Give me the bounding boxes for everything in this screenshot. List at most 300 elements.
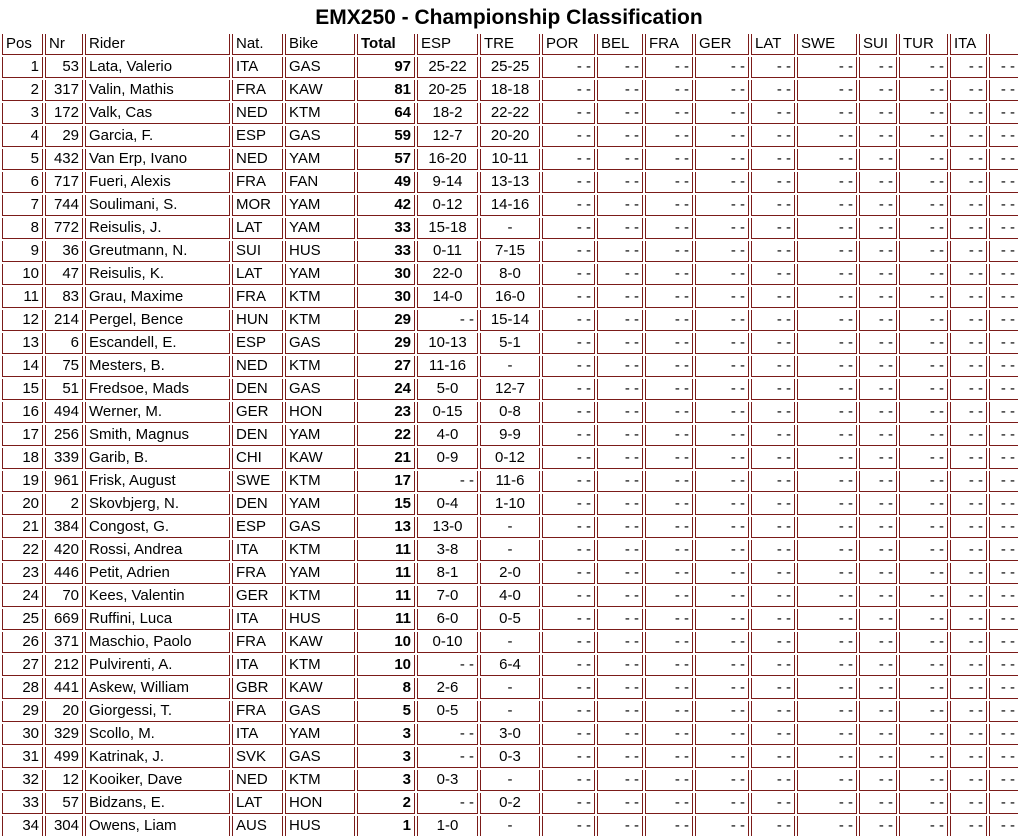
cell-bel: - - (597, 678, 643, 699)
cell-por: - - (542, 494, 595, 515)
cell-fra: - - (645, 701, 693, 722)
cell-por: - - (542, 701, 595, 722)
cell-fra: - - (645, 655, 693, 676)
cell-sui: - - (859, 517, 897, 538)
table-row (2, 241, 1018, 262)
table-row (2, 471, 1018, 492)
cell-total: 49 (357, 172, 415, 193)
cell-fra: - - (645, 816, 693, 836)
cell-rider: Petit, Adrien (85, 563, 230, 584)
cell-sui: - - (859, 218, 897, 239)
cell-tur: - - (899, 80, 948, 101)
cell-ita: - - (950, 586, 987, 607)
cell-total: 57 (357, 149, 415, 170)
cell-tur: - - (899, 586, 948, 607)
cell-pos: 11 (2, 287, 43, 308)
table-row (2, 609, 1018, 630)
cell-fra: - - (645, 379, 693, 400)
cell-ger: - - (695, 356, 749, 377)
cell-rider: Fredsoe, Mads (85, 379, 230, 400)
cell-ita: - - (950, 172, 987, 193)
cell-por: - - (542, 195, 595, 216)
col-header-bike: Bike (285, 34, 355, 55)
cell-total: 30 (357, 287, 415, 308)
cell-por: - - (542, 586, 595, 607)
header-row (2, 34, 1018, 55)
cell-extra: - - (989, 425, 1018, 446)
cell-ger: - - (695, 678, 749, 699)
cell-sui: - - (859, 724, 897, 745)
cell-rider: Frisk, August (85, 471, 230, 492)
cell-rider: Grau, Maxime (85, 287, 230, 308)
cell-tre: 0-8 (480, 402, 540, 423)
cell-swe: - - (797, 172, 857, 193)
cell-fra: - - (645, 126, 693, 147)
cell-bike: YAM (285, 425, 355, 446)
cell-bel: - - (597, 448, 643, 469)
cell-total: 33 (357, 218, 415, 239)
cell-total: 17 (357, 471, 415, 492)
cell-lat: - - (751, 448, 795, 469)
cell-pos: 19 (2, 471, 43, 492)
cell-rider: Werner, M. (85, 402, 230, 423)
cell-total: 22 (357, 425, 415, 446)
cell-nr: 256 (45, 425, 83, 446)
cell-swe: - - (797, 655, 857, 676)
cell-fra: - - (645, 586, 693, 607)
cell-sui: - - (859, 471, 897, 492)
cell-nat: DEN (232, 425, 283, 446)
cell-tur: - - (899, 448, 948, 469)
cell-lat: - - (751, 80, 795, 101)
cell-lat: - - (751, 586, 795, 607)
cell-bel: - - (597, 264, 643, 285)
cell-tre: 7-15 (480, 241, 540, 262)
cell-sui: - - (859, 494, 897, 515)
cell-nr: 83 (45, 287, 83, 308)
cell-lat: - - (751, 471, 795, 492)
cell-fra: - - (645, 632, 693, 653)
cell-swe: - - (797, 793, 857, 814)
cell-fra: - - (645, 356, 693, 377)
cell-extra: - - (989, 103, 1018, 124)
cell-lat: - - (751, 287, 795, 308)
cell-nat: CHI (232, 448, 283, 469)
cell-ita: - - (950, 149, 987, 170)
col-header-sui: SUI (859, 34, 897, 55)
cell-nr: 51 (45, 379, 83, 400)
cell-bike: HUS (285, 609, 355, 630)
cell-esp: 12-7 (417, 126, 478, 147)
cell-pos: 6 (2, 172, 43, 193)
cell-tre: 15-14 (480, 310, 540, 331)
cell-esp: 0-4 (417, 494, 478, 515)
cell-ita: - - (950, 379, 987, 400)
cell-por: - - (542, 471, 595, 492)
cell-ger: - - (695, 218, 749, 239)
cell-pos: 12 (2, 310, 43, 331)
cell-total: 33 (357, 241, 415, 262)
cell-sui: - - (859, 287, 897, 308)
cell-bike: YAM (285, 563, 355, 584)
cell-bel: - - (597, 80, 643, 101)
table-row (2, 356, 1018, 377)
cell-ita: - - (950, 793, 987, 814)
cell-swe: - - (797, 471, 857, 492)
cell-ger: - - (695, 517, 749, 538)
cell-sui: - - (859, 379, 897, 400)
cell-ger: - - (695, 333, 749, 354)
cell-tre: 25-25 (480, 57, 540, 78)
cell-tre: 4-0 (480, 586, 540, 607)
cell-ger: - - (695, 195, 749, 216)
cell-nr: 961 (45, 471, 83, 492)
cell-tre: 11-6 (480, 471, 540, 492)
cell-total: 42 (357, 195, 415, 216)
cell-sui: - - (859, 264, 897, 285)
cell-fra: - - (645, 747, 693, 768)
cell-tre: 0-3 (480, 747, 540, 768)
cell-pos: 33 (2, 793, 43, 814)
cell-lat: - - (751, 57, 795, 78)
col-header-rider: Rider (85, 34, 230, 55)
cell-ita: - - (950, 103, 987, 124)
cell-ita: - - (950, 287, 987, 308)
cell-sui: - - (859, 103, 897, 124)
cell-extra: - - (989, 563, 1018, 584)
cell-tur: - - (899, 471, 948, 492)
cell-bike: GAS (285, 57, 355, 78)
cell-rider: Garcia, F. (85, 126, 230, 147)
cell-tur: - - (899, 126, 948, 147)
cell-tur: - - (899, 701, 948, 722)
cell-tur: - - (899, 540, 948, 561)
cell-esp: 1-0 (417, 816, 478, 836)
cell-nr: 494 (45, 402, 83, 423)
cell-bike: GAS (285, 379, 355, 400)
cell-bel: - - (597, 816, 643, 836)
cell-tur: - - (899, 356, 948, 377)
cell-sui: - - (859, 540, 897, 561)
cell-ger: - - (695, 632, 749, 653)
cell-nat: SWE (232, 471, 283, 492)
cell-nr: 304 (45, 816, 83, 836)
cell-por: - - (542, 218, 595, 239)
cell-ger: - - (695, 241, 749, 262)
cell-por: - - (542, 609, 595, 630)
cell-swe: - - (797, 264, 857, 285)
cell-tur: - - (899, 333, 948, 354)
cell-fra: - - (645, 195, 693, 216)
cell-pos: 25 (2, 609, 43, 630)
cell-por: - - (542, 379, 595, 400)
cell-sui: - - (859, 241, 897, 262)
cell-extra: - - (989, 540, 1018, 561)
cell-pos: 21 (2, 517, 43, 538)
cell-lat: - - (751, 678, 795, 699)
cell-bel: - - (597, 241, 643, 262)
cell-total: 29 (357, 310, 415, 331)
cell-ita: - - (950, 310, 987, 331)
cell-ger: - - (695, 563, 749, 584)
cell-bel: - - (597, 517, 643, 538)
cell-nat: NED (232, 149, 283, 170)
cell-nat: FRA (232, 172, 283, 193)
cell-rider: Escandell, E. (85, 333, 230, 354)
cell-rider: Congost, G. (85, 517, 230, 538)
cell-pos: 4 (2, 126, 43, 147)
cell-sui: - - (859, 793, 897, 814)
cell-fra: - - (645, 287, 693, 308)
cell-ita: - - (950, 724, 987, 745)
cell-tur: - - (899, 655, 948, 676)
cell-rider: Scollo, M. (85, 724, 230, 745)
cell-lat: - - (751, 747, 795, 768)
cell-esp: 15-18 (417, 218, 478, 239)
cell-nr: 12 (45, 770, 83, 791)
cell-lat: - - (751, 609, 795, 630)
cell-nr: 420 (45, 540, 83, 561)
cell-esp: 0-15 (417, 402, 478, 423)
cell-ger: - - (695, 471, 749, 492)
cell-extra: - - (989, 264, 1018, 285)
cell-lat: - - (751, 218, 795, 239)
cell-nat: ITA (232, 724, 283, 745)
page-title: EMX250 - Championship Classification (315, 6, 703, 29)
cell-total: 11 (357, 586, 415, 607)
cell-tur: - - (899, 517, 948, 538)
cell-esp: 0-9 (417, 448, 478, 469)
cell-total: 23 (357, 402, 415, 423)
cell-total: 3 (357, 770, 415, 791)
cell-lat: - - (751, 724, 795, 745)
table-row (2, 310, 1018, 331)
cell-esp: 16-20 (417, 149, 478, 170)
cell-tre: - (480, 356, 540, 377)
cell-bel: - - (597, 172, 643, 193)
cell-bike: KTM (285, 471, 355, 492)
cell-tre: 16-0 (480, 287, 540, 308)
cell-total: 15 (357, 494, 415, 515)
cell-nat: FRA (232, 632, 283, 653)
cell-fra: - - (645, 241, 693, 262)
cell-por: - - (542, 126, 595, 147)
cell-esp: 0-5 (417, 701, 478, 722)
cell-swe: - - (797, 379, 857, 400)
cell-total: 3 (357, 724, 415, 745)
cell-bike: KTM (285, 310, 355, 331)
cell-fra: - - (645, 103, 693, 124)
cell-total: 13 (357, 517, 415, 538)
cell-tre: 9-9 (480, 425, 540, 446)
table-row (2, 494, 1018, 515)
cell-por: - - (542, 425, 595, 446)
table-row (2, 655, 1018, 676)
cell-ger: - - (695, 425, 749, 446)
cell-lat: - - (751, 241, 795, 262)
cell-bike: KAW (285, 678, 355, 699)
cell-total: 2 (357, 793, 415, 814)
cell-rider: Smith, Magnus (85, 425, 230, 446)
cell-nat: GER (232, 402, 283, 423)
cell-fra: - - (645, 448, 693, 469)
cell-nr: 70 (45, 586, 83, 607)
table-row (2, 80, 1018, 101)
cell-pos: 16 (2, 402, 43, 423)
cell-swe: - - (797, 517, 857, 538)
cell-tre: 22-22 (480, 103, 540, 124)
cell-swe: - - (797, 195, 857, 216)
cell-ger: - - (695, 126, 749, 147)
cell-nr: 499 (45, 747, 83, 768)
cell-nat: NED (232, 356, 283, 377)
cell-por: - - (542, 57, 595, 78)
cell-pos: 34 (2, 816, 43, 836)
cell-nr: 329 (45, 724, 83, 745)
col-header-nr: Nr (45, 34, 83, 55)
cell-por: - - (542, 172, 595, 193)
cell-fra: - - (645, 425, 693, 446)
cell-nr: 772 (45, 218, 83, 239)
cell-sui: - - (859, 402, 897, 423)
cell-esp: 3-8 (417, 540, 478, 561)
cell-total: 11 (357, 609, 415, 630)
cell-nat: MOR (232, 195, 283, 216)
cell-sui: - - (859, 678, 897, 699)
cell-ger: - - (695, 586, 749, 607)
table-row (2, 632, 1018, 653)
cell-por: - - (542, 770, 595, 791)
cell-sui: - - (859, 80, 897, 101)
cell-nat: FRA (232, 701, 283, 722)
cell-ita: - - (950, 264, 987, 285)
cell-pos: 30 (2, 724, 43, 745)
cell-pos: 14 (2, 356, 43, 377)
cell-ger: - - (695, 770, 749, 791)
cell-esp: 5-0 (417, 379, 478, 400)
table-row (2, 678, 1018, 699)
cell-swe: - - (797, 632, 857, 653)
cell-ger: - - (695, 747, 749, 768)
cell-bel: - - (597, 126, 643, 147)
cell-rider: Valin, Mathis (85, 80, 230, 101)
cell-swe: - - (797, 494, 857, 515)
cell-bike: KTM (285, 655, 355, 676)
cell-ita: - - (950, 816, 987, 836)
cell-esp: 18-2 (417, 103, 478, 124)
cell-lat: - - (751, 425, 795, 446)
table-row (2, 57, 1018, 78)
cell-ger: - - (695, 816, 749, 836)
cell-por: - - (542, 402, 595, 423)
cell-nr: 214 (45, 310, 83, 331)
cell-esp: - - (417, 310, 478, 331)
table-row (2, 425, 1018, 446)
table-row (2, 816, 1018, 836)
cell-rider: Skovbjerg, N. (85, 494, 230, 515)
cell-nr: 29 (45, 126, 83, 147)
cell-ger: - - (695, 448, 749, 469)
cell-bel: - - (597, 333, 643, 354)
cell-ita: - - (950, 57, 987, 78)
cell-extra: - - (989, 172, 1018, 193)
cell-ita: - - (950, 563, 987, 584)
cell-esp: - - (417, 747, 478, 768)
cell-nr: 317 (45, 80, 83, 101)
cell-total: 8 (357, 678, 415, 699)
cell-lat: - - (751, 770, 795, 791)
cell-extra: - - (989, 471, 1018, 492)
cell-nr: 2 (45, 494, 83, 515)
table-row (2, 333, 1018, 354)
cell-bike: KTM (285, 770, 355, 791)
cell-swe: - - (797, 241, 857, 262)
cell-total: 24 (357, 379, 415, 400)
cell-pos: 10 (2, 264, 43, 285)
cell-pos: 15 (2, 379, 43, 400)
cell-por: - - (542, 540, 595, 561)
cell-tur: - - (899, 632, 948, 653)
col-header-tur: TUR (899, 34, 948, 55)
cell-bel: - - (597, 195, 643, 216)
cell-extra: - - (989, 356, 1018, 377)
table-row (2, 195, 1018, 216)
cell-tre: - (480, 770, 540, 791)
cell-lat: - - (751, 103, 795, 124)
cell-sui: - - (859, 448, 897, 469)
cell-ita: - - (950, 241, 987, 262)
cell-nat: GER (232, 586, 283, 607)
cell-ita: - - (950, 494, 987, 515)
cell-bike: HUS (285, 241, 355, 262)
cell-rider: Maschio, Paolo (85, 632, 230, 653)
cell-bike: KTM (285, 540, 355, 561)
cell-sui: - - (859, 609, 897, 630)
cell-bike: KTM (285, 586, 355, 607)
cell-ita: - - (950, 471, 987, 492)
cell-lat: - - (751, 356, 795, 377)
cell-tre: 10-11 (480, 149, 540, 170)
cell-pos: 17 (2, 425, 43, 446)
cell-lat: - - (751, 402, 795, 423)
cell-bel: - - (597, 425, 643, 446)
cell-ita: - - (950, 770, 987, 791)
cell-extra: - - (989, 609, 1018, 630)
cell-esp: 25-22 (417, 57, 478, 78)
col-header-lat: LAT (751, 34, 795, 55)
cell-esp: - - (417, 724, 478, 745)
cell-ita: - - (950, 632, 987, 653)
cell-esp: - - (417, 471, 478, 492)
cell-bel: - - (597, 149, 643, 170)
cell-rider: Askew, William (85, 678, 230, 699)
cell-extra: - - (989, 517, 1018, 538)
cell-pos: 24 (2, 586, 43, 607)
cell-nr: 212 (45, 655, 83, 676)
cell-fra: - - (645, 402, 693, 423)
table-row (2, 448, 1018, 469)
cell-bel: - - (597, 379, 643, 400)
cell-bike: KTM (285, 287, 355, 308)
cell-rider: Giorgessi, T. (85, 701, 230, 722)
cell-swe: - - (797, 333, 857, 354)
cell-ger: - - (695, 793, 749, 814)
table-row (2, 264, 1018, 285)
cell-lat: - - (751, 379, 795, 400)
cell-nat: ITA (232, 609, 283, 630)
classification-table (0, 32, 1018, 836)
cell-total: 64 (357, 103, 415, 124)
